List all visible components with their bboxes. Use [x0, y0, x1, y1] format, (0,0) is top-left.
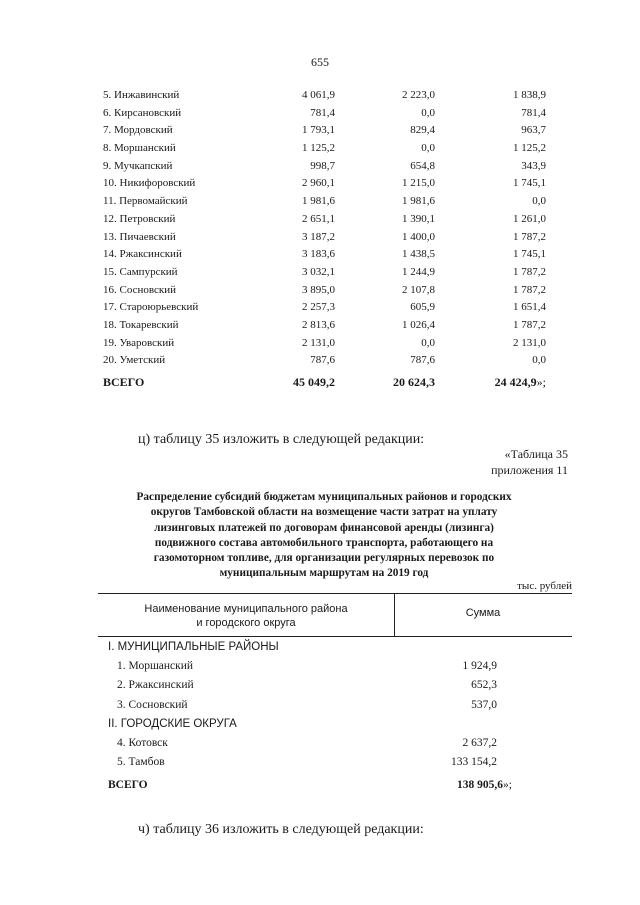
amount-col2: 1 438,5 [402, 248, 435, 261]
amount-total: 2 813,6 [302, 318, 335, 331]
column-header-name [98, 602, 394, 630]
district-name: 1. Моршанский [117, 660, 194, 673]
amount-col3: 781,4 [521, 106, 546, 119]
amount-col2: 2 107,8 [402, 283, 435, 296]
amount-col2: 1 244,9 [402, 265, 435, 278]
table-total-row [108, 776, 548, 795]
amount: 537,0 [471, 698, 497, 711]
amount-col3: 1 125,2 [513, 142, 546, 155]
table-row [108, 696, 548, 715]
amount-col2: 2 223,0 [402, 89, 435, 101]
table-row [103, 299, 573, 317]
district-name: 15. Сампурский [103, 265, 178, 278]
district-name: 12. Петровский [103, 212, 176, 225]
amount-col3: 1 261,0 [513, 212, 546, 225]
district-name: 3. Сосновский [117, 698, 188, 711]
table-row [108, 753, 548, 772]
amount-col2: 1 400,0 [402, 230, 435, 243]
district-name: 19. Уваровский [103, 336, 175, 349]
amendment-instruction: ц) таблицу 35 изложить в следующей редакции: [138, 432, 425, 447]
district-name: 18. Токаревский [103, 318, 179, 331]
table-row [103, 158, 573, 176]
amount-col3: 0,0 [532, 195, 546, 208]
amount-total: 3 183,6 [302, 248, 335, 261]
subsidy-table-continued [103, 87, 573, 392]
amount-total: 2 651,1 [302, 212, 335, 225]
table-row [103, 282, 573, 300]
amount-col2: 605,9 [410, 301, 435, 314]
table-header [98, 593, 572, 637]
table-row [103, 246, 573, 264]
amount-total: 1 793,1 [302, 124, 335, 137]
amount-col2: 0,0 [421, 142, 435, 155]
amount-col2: 654,8 [410, 159, 435, 172]
amount-col3: 1 787,2 [513, 283, 546, 296]
amount-col3: 1 787,2 [513, 230, 546, 243]
table-row [103, 352, 573, 370]
table-total-row [103, 374, 573, 392]
district-name: 17. Староюрьевский [103, 301, 199, 314]
district-name: 4. Котовск [117, 736, 168, 749]
amount-col2: 0,0 [421, 336, 435, 349]
table-row [103, 122, 573, 140]
amount: 652,3 [471, 679, 497, 692]
heading-line: муниципальным маршрутам на 2019 год [219, 567, 429, 580]
table-heading [108, 490, 540, 582]
section-heading: I. МУНИЦИПАЛЬНЫЕ РАЙОНЫ [108, 641, 279, 653]
amount-total: 1 125,2 [302, 142, 335, 155]
subsidy-table-35 [108, 638, 548, 796]
district-name: 11. Первомайский [103, 195, 188, 208]
total-col2: 20 624,3 [393, 375, 435, 389]
district-name: 7. Мордовский [103, 124, 173, 137]
amount-total: 3 187,2 [302, 230, 335, 243]
amount-total: 998,7 [310, 159, 335, 172]
total-col3 [495, 374, 546, 392]
closing-quote: »; [503, 779, 512, 792]
amount-total: 781,4 [310, 106, 335, 119]
closing-quote: »; [536, 375, 546, 389]
amount-col2: 0,0 [421, 106, 435, 119]
total-col3-value: 24 424,9 [494, 375, 537, 389]
amount-col3: 1 745,1 [513, 248, 546, 261]
amount-col3: 0,0 [532, 354, 546, 367]
total-amount: 45 049,2 [293, 375, 335, 389]
table-row [103, 264, 573, 282]
amount-total: 2 131,0 [302, 336, 335, 349]
page-number: 655 [311, 55, 329, 69]
amount-total: 1 981,6 [302, 195, 335, 208]
amount-total: 3 032,1 [302, 265, 335, 278]
amount-col3: 963,7 [521, 124, 546, 137]
amount-col2: 1 981,6 [402, 195, 435, 208]
amount-total: 4 061,9 [302, 89, 335, 101]
district-name: 2. Ржаксинский [117, 679, 194, 692]
table-row [108, 676, 548, 695]
units-label: тыс. рублей [517, 580, 572, 592]
amount-col3: 1 787,2 [513, 318, 546, 331]
amount-col3: 1 745,1 [513, 177, 546, 190]
amount-col2: 829,4 [410, 124, 435, 137]
amount-col2: 787,6 [410, 354, 435, 367]
header-line: Наименование муниципального района [144, 603, 348, 615]
table-reference-line: приложения 11 [491, 463, 568, 477]
amount-total: 3 895,0 [302, 283, 335, 296]
total-label: ВСЕГО [103, 375, 145, 389]
section-heading: II. ГОРОДСКИЕ ОКРУГА [108, 717, 237, 730]
table-row [103, 335, 573, 353]
amount-col3: 2 131,0 [513, 336, 546, 349]
amount-col3: 1 651,4 [513, 301, 546, 314]
table-row [103, 140, 573, 158]
district-name: 10. Никифоровский [103, 177, 196, 190]
district-name: 13. Пичаевский [103, 230, 176, 243]
amount-total: 2 960,1 [302, 177, 335, 190]
district-name: 14. Ржаксинский [103, 248, 182, 261]
total-amount [457, 776, 512, 795]
table-row [103, 193, 573, 211]
amount: 1 924,9 [462, 660, 497, 673]
amount-col3: 1 838,9 [513, 89, 546, 101]
district-name: 20. Уметский [103, 354, 166, 367]
district-name: 6. Кирсановский [103, 106, 182, 119]
total-value: 138 905,6 [457, 779, 504, 792]
amount-col3: 1 787,2 [513, 265, 546, 278]
table-row [103, 317, 573, 335]
amount-col2: 1 390,1 [402, 212, 435, 225]
heading-line: подвижного состава автомобильного транспорта, работающего на [154, 536, 494, 549]
table-row [103, 105, 573, 123]
header-line: и городского округа [196, 617, 296, 629]
amount: 133 154,2 [451, 756, 497, 769]
amount: 2 637,2 [462, 736, 497, 749]
amount-col3: 343,9 [521, 159, 546, 172]
total-label: ВСЕГО [108, 779, 148, 792]
table-row [103, 229, 573, 247]
amendment-instruction: ч) таблицу 36 изложить в следующей редакции: [138, 822, 424, 837]
column-header-sum: Сумма [465, 607, 501, 619]
amount-total: 787,6 [310, 354, 335, 367]
table-reference [491, 446, 568, 478]
table-row [103, 87, 573, 105]
district-name: 5. Инжавинский [103, 89, 180, 101]
amount-total: 2 257,3 [302, 301, 335, 314]
table-row [108, 734, 548, 753]
district-name: 8. Моршанский [103, 142, 176, 155]
table-row [103, 175, 573, 193]
district-name: 16. Сосновский [103, 283, 177, 296]
district-name: 5. Тамбов [117, 756, 165, 769]
amount-col2: 1 215,0 [402, 177, 435, 190]
district-name: 9. Мучкапский [103, 159, 173, 172]
amount-col2: 1 026,4 [402, 318, 435, 331]
table-reference-line: «Таблица 35 [504, 447, 568, 461]
heading-line: газомоторном топливе, для организации регулярных перевозок по [153, 552, 495, 565]
heading-line: округов Тамбовской области на возмещение части затрат на уплату [150, 506, 498, 519]
heading-line: лизинговых платежей по договорам финансовой аренды (лизинга) [154, 521, 494, 534]
table-row [103, 211, 573, 229]
heading-line: Распределение субсидий бюджетам муниципальных районов и городских [136, 491, 512, 503]
table-row [108, 657, 548, 676]
